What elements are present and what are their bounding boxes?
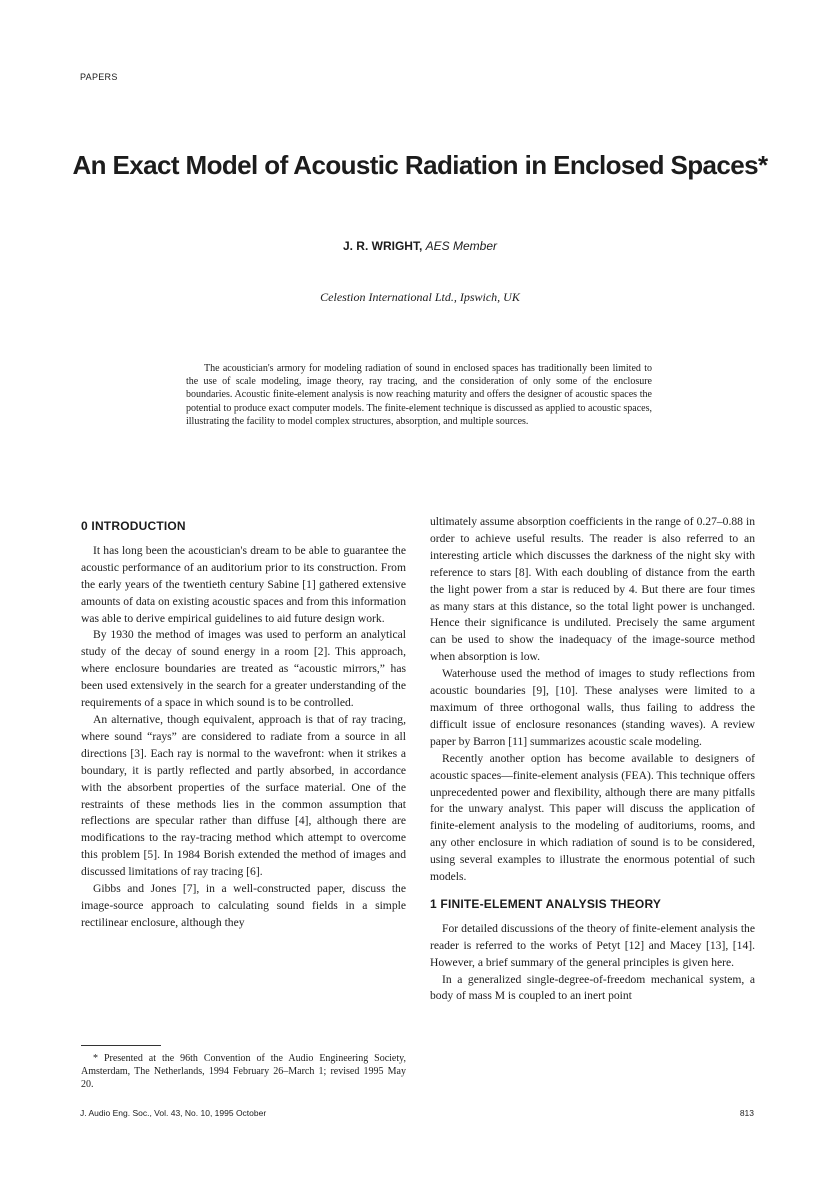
- section-label: PAPERS: [80, 72, 118, 82]
- left-column: [81, 518, 406, 932]
- paragraph: ultimately assume absorption coefficients in the range of 0.27–0.88 in order to achieve useful results. The reader is also referred to an interesting article which discusses the darkness of the night sky with reference to stars [8]. With each doubling of distance from the earth the light power from a star is reduced by 4. But there are four times as many stars at this distance, so the total light power is unchanged. Hence their significance is undiluted. Precisely the same argument can be used to show the inadequacy of the image-source method when absorption is low.: [430, 515, 755, 664]
- journal-citation: J. Audio Eng. Soc., Vol. 43, No. 10, 1995 October: [80, 1108, 267, 1118]
- abstract: The acoustician's armory for modeling radiation of sound in enclosed spaces has traditionally been limited to the use of scale modeling, image theory, ray tracing, and the consideration of only some of the enclosure boundaries. Acoustic finite-element analysis is now reaching maturity and offers the designer of acoustic spaces the potential to produce exact computer models. The finite-element technique is discussed as applied to acoustic spaces, illustrating the facility to model complex structures, absorption, and multiple sources.: [186, 363, 652, 427]
- section-heading-fea-theory: 1 FINITE-ELEMENT ANALYSIS THEORY: [430, 896, 662, 911]
- paragraph: Gibbs and Jones [7], in a well-constructed paper, discuss the image-source approach to calculating sound fields in a simple rectilinear enclosure, although they: [81, 882, 406, 929]
- section-heading-introduction: 0 INTRODUCTION: [81, 519, 186, 533]
- author-line: [0, 239, 840, 253]
- paragraph: Waterhouse used the method of images to study reflections from acoustic boundaries [9], [10]. These analyses were limited to a maximum of three orthogonal walls, thus failing to address the difficult issue of enclosure resonances (standing waves). A review paper by Barron [11] summarizes acoustic scale modeling.: [430, 667, 755, 748]
- author-name: J. R. WRIGHT,: [342, 239, 423, 253]
- author-affiliation: Celestion International Ltd., Ipswich, UK: [320, 290, 520, 304]
- article-title: An Exact Model of Acoustic Radiation in Enclosed Spaces*: [72, 150, 768, 180]
- paragraph: In a generalized single-degree-of-freedom mechanical system, a body of mass M is coupled to an inert point: [430, 972, 755, 1003]
- footnote: * Presented at the 96th Convention of the Audio Engineering Society, Amsterdam, The Netherlands, 1994 February 26–March 1; revised 1995 May 20.: [81, 1053, 406, 1090]
- paragraph: Recently another option has become available to designers of acoustic spaces—finite-element analysis (FEA). This technique offers unprecedented power and flexibility, although there are many pitfalls for the unwary analyst. This paper will discuss the application of finite-element analysis to the modeling of auditoriums, rooms, and any other enclosure in which radiation of sound is to be considered, using several examples to illustrate the enormous potential of such models.: [430, 751, 755, 884]
- author-membership: AES Member: [425, 239, 498, 253]
- paragraph: An alternative, though equivalent, approach is that of ray tracing, where sound “rays” are considered to radiate from a source in all directions [3]. Each ray is normal to the wavefront: when it strikes a boundary, it is partly reflected and partly absorbed, in accordance with the absorbent properties of the surface material. One of the restraints of these methods lies in the common assumption that reflections are specular rather than diffuse [4], although there are modifications to the ray-tracing method which attempt to overcome this problem [5]. In 1984 Borish extended the method of images and discussed limitations of ray tracing [6].: [81, 712, 406, 879]
- page-number: 813: [739, 1108, 754, 1118]
- footnote-divider: [81, 1045, 161, 1046]
- paragraph: By 1930 the method of images was used to perform an analytical study of the decay of sound energy in a room [2]. This approach, where enclosure boundaries are treated as “acoustic mirrors,” has been used extensively in the search for a greater understanding of the requirements of a space in which sound is to be controlled.: [81, 628, 406, 710]
- paragraph: It has long been the acoustician's dream to be able to guarantee the acoustic performance of an auditorium prior to its construction. From the early years of the twentieth century Sabine [1] gathered extensive amounts of data on existing acoustic spaces and from this information was able to derive empirical guidelines to aid future design work.: [81, 543, 406, 625]
- paragraph: For detailed discussions of the theory of finite-element analysis the reader is referred to the works of Petyt [12] and Macey [13], [14]. However, a brief summary of the general principles is given here.: [430, 921, 755, 969]
- right-column: [430, 514, 755, 1005]
